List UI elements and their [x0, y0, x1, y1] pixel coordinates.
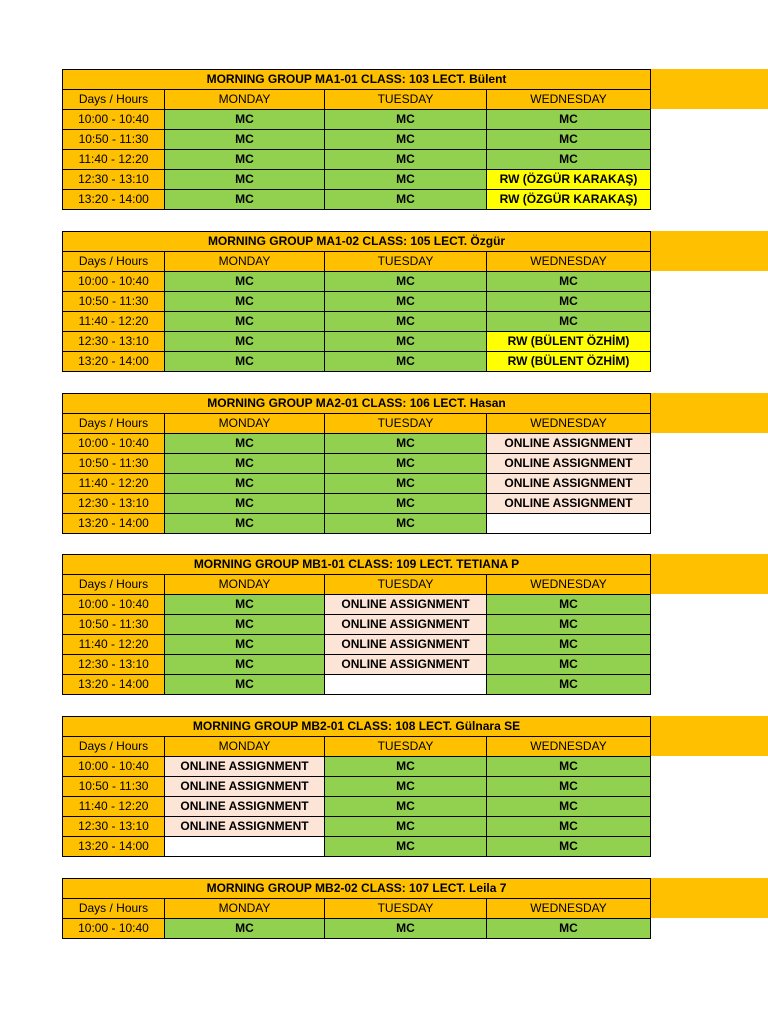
header-row [63, 737, 651, 757]
tuesday-cell: MC [325, 312, 487, 332]
wednesday-cell: ONLINE ASSIGNMENT [487, 454, 651, 474]
wednesday-cell: ONLINE ASSIGNMENT [487, 434, 651, 454]
monday-cell: MC [165, 454, 325, 474]
time-slot: 11:40 - 12:20 [63, 474, 165, 494]
wednesday-cell: MC [487, 655, 651, 675]
title-row [63, 879, 651, 899]
schedule-table [62, 231, 651, 372]
tuesday-cell: ONLINE ASSIGNMENT [325, 595, 487, 615]
tuesday-cell: MC [325, 817, 487, 837]
header-wednesday: WEDNESDAY [487, 252, 651, 272]
wednesday-cell: MC [487, 595, 651, 615]
monday-cell: MC [165, 292, 325, 312]
header-wednesday: WEDNESDAY [487, 414, 651, 434]
group-title: MORNING GROUP MB1-01 CLASS: 109 LECT. TETIANA P [63, 555, 651, 575]
wednesday-cell: MC [487, 635, 651, 655]
header-monday: MONDAY [165, 575, 325, 595]
monday-cell [165, 837, 325, 857]
table-row [63, 272, 651, 292]
tuesday-cell: MC [325, 837, 487, 857]
tuesday-cell: ONLINE ASSIGNMENT [325, 615, 487, 635]
time-slot: 10:00 - 10:40 [63, 110, 165, 130]
monday-cell: ONLINE ASSIGNMENT [165, 757, 325, 777]
tuesday-cell: MC [325, 292, 487, 312]
tuesday-cell: MC [325, 474, 487, 494]
wednesday-cell: MC [487, 615, 651, 635]
time-slot: 10:50 - 11:30 [63, 454, 165, 474]
tuesday-cell: MC [325, 454, 487, 474]
wednesday-cell: MC [487, 292, 651, 312]
wednesday-cell: RW (ÖZGÜR KARAKAŞ) [487, 170, 651, 190]
monday-cell: MC [165, 312, 325, 332]
tuesday-cell: MC [325, 919, 487, 939]
table-row [63, 454, 651, 474]
tuesday-cell: MC [325, 110, 487, 130]
time-slot: 13:20 - 14:00 [63, 190, 165, 210]
schedule-table [62, 878, 651, 939]
table-row [63, 655, 651, 675]
time-slot: 11:40 - 12:20 [63, 150, 165, 170]
table-row [63, 615, 651, 635]
tuesday-cell [325, 675, 487, 695]
schedule-table [62, 69, 651, 210]
monday-cell: ONLINE ASSIGNMENT [165, 777, 325, 797]
time-slot: 10:00 - 10:40 [63, 757, 165, 777]
time-slot: 13:20 - 14:00 [63, 514, 165, 534]
header-row [63, 575, 651, 595]
tuesday-cell: MC [325, 352, 487, 372]
time-slot: 10:50 - 11:30 [63, 130, 165, 150]
tuesday-cell: MC [325, 190, 487, 210]
monday-cell: MC [165, 635, 325, 655]
time-slot: 13:20 - 14:00 [63, 675, 165, 695]
table-row [63, 595, 651, 615]
title-row [63, 232, 651, 252]
time-slot: 13:20 - 14:00 [63, 352, 165, 372]
tuesday-cell: MC [325, 757, 487, 777]
header-days-hours: Days / Hours [63, 899, 165, 919]
header-tuesday: TUESDAY [325, 575, 487, 595]
wednesday-cell: MC [487, 675, 651, 695]
header-days-hours: Days / Hours [63, 90, 165, 110]
tuesday-cell: MC [325, 150, 487, 170]
header-wednesday: WEDNESDAY [487, 899, 651, 919]
title-bar-extension [650, 554, 768, 594]
time-slot: 10:00 - 10:40 [63, 434, 165, 454]
tuesday-cell: MC [325, 272, 487, 292]
header-row [63, 90, 651, 110]
monday-cell: ONLINE ASSIGNMENT [165, 797, 325, 817]
title-row [63, 555, 651, 575]
monday-cell: MC [165, 655, 325, 675]
header-tuesday: TUESDAY [325, 737, 487, 757]
time-slot: 11:40 - 12:20 [63, 312, 165, 332]
time-slot: 10:50 - 11:30 [63, 777, 165, 797]
table-row [63, 170, 651, 190]
monday-cell: MC [165, 170, 325, 190]
header-tuesday: TUESDAY [325, 252, 487, 272]
table-row [63, 817, 651, 837]
wednesday-cell: RW (BÜLENT ÖZHİM) [487, 332, 651, 352]
wednesday-cell: MC [487, 837, 651, 857]
time-slot: 12:30 - 13:10 [63, 332, 165, 352]
wednesday-cell [487, 514, 651, 534]
time-slot: 12:30 - 13:10 [63, 494, 165, 514]
monday-cell: MC [165, 434, 325, 454]
table-row [63, 514, 651, 534]
header-monday: MONDAY [165, 899, 325, 919]
header-tuesday: TUESDAY [325, 899, 487, 919]
table-row [63, 757, 651, 777]
header-days-hours: Days / Hours [63, 737, 165, 757]
title-bar-extension [650, 716, 768, 756]
title-row [63, 717, 651, 737]
time-slot: 12:30 - 13:10 [63, 655, 165, 675]
monday-cell: MC [165, 615, 325, 635]
title-row [63, 394, 651, 414]
group-title: MORNING GROUP MA1-01 CLASS: 103 LECT. Bülent [63, 70, 651, 90]
time-slot: 12:30 - 13:10 [63, 170, 165, 190]
monday-cell: MC [165, 919, 325, 939]
table-row [63, 474, 651, 494]
header-days-hours: Days / Hours [63, 414, 165, 434]
table-row [63, 190, 651, 210]
header-monday: MONDAY [165, 414, 325, 434]
header-wednesday: WEDNESDAY [487, 737, 651, 757]
tuesday-cell: ONLINE ASSIGNMENT [325, 655, 487, 675]
wednesday-cell: MC [487, 130, 651, 150]
schedule-table [62, 554, 651, 695]
time-slot: 10:00 - 10:40 [63, 595, 165, 615]
title-bar-extension [650, 69, 768, 109]
title-bar-extension [650, 878, 768, 918]
tuesday-cell: MC [325, 777, 487, 797]
header-row [63, 899, 651, 919]
wednesday-cell: MC [487, 797, 651, 817]
tuesday-cell: MC [325, 797, 487, 817]
tuesday-cell: MC [325, 434, 487, 454]
monday-cell: ONLINE ASSIGNMENT [165, 817, 325, 837]
wednesday-cell: MC [487, 919, 651, 939]
wednesday-cell: ONLINE ASSIGNMENT [487, 474, 651, 494]
wednesday-cell: RW (BÜLENT ÖZHİM) [487, 352, 651, 372]
monday-cell: MC [165, 675, 325, 695]
wednesday-cell: MC [487, 757, 651, 777]
time-slot: 10:50 - 11:30 [63, 615, 165, 635]
table-row [63, 919, 651, 939]
table-row [63, 352, 651, 372]
table-row [63, 837, 651, 857]
header-monday: MONDAY [165, 737, 325, 757]
table-row [63, 675, 651, 695]
header-wednesday: WEDNESDAY [487, 90, 651, 110]
monday-cell: MC [165, 272, 325, 292]
header-tuesday: TUESDAY [325, 414, 487, 434]
wednesday-cell: MC [487, 110, 651, 130]
wednesday-cell: ONLINE ASSIGNMENT [487, 494, 651, 514]
monday-cell: MC [165, 190, 325, 210]
header-monday: MONDAY [165, 90, 325, 110]
wednesday-cell: MC [487, 777, 651, 797]
header-days-hours: Days / Hours [63, 252, 165, 272]
monday-cell: MC [165, 595, 325, 615]
tuesday-cell: MC [325, 130, 487, 150]
table-row [63, 797, 651, 817]
title-bar-extension [650, 393, 768, 433]
monday-cell: MC [165, 332, 325, 352]
tuesday-cell: MC [325, 514, 487, 534]
table-row [63, 292, 651, 312]
time-slot: 10:50 - 11:30 [63, 292, 165, 312]
table-row [63, 332, 651, 352]
table-row [63, 635, 651, 655]
time-slot: 11:40 - 12:20 [63, 797, 165, 817]
monday-cell: MC [165, 514, 325, 534]
group-title: MORNING GROUP MB2-02 CLASS: 107 LECT. Leila 7 [63, 879, 651, 899]
group-title: MORNING GROUP MB2-01 CLASS: 108 LECT. Gülnara SE [63, 717, 651, 737]
table-row [63, 777, 651, 797]
wednesday-cell: MC [487, 817, 651, 837]
wednesday-cell: RW (ÖZGÜR KARAKAŞ) [487, 190, 651, 210]
time-slot: 10:00 - 10:40 [63, 272, 165, 292]
table-row [63, 150, 651, 170]
schedule-table [62, 716, 651, 857]
tuesday-cell: MC [325, 170, 487, 190]
time-slot: 12:30 - 13:10 [63, 817, 165, 837]
title-bar-extension [650, 231, 768, 271]
time-slot: 13:20 - 14:00 [63, 837, 165, 857]
header-row [63, 252, 651, 272]
schedule-table [62, 393, 651, 534]
table-row [63, 312, 651, 332]
wednesday-cell: MC [487, 272, 651, 292]
table-row [63, 494, 651, 514]
monday-cell: MC [165, 352, 325, 372]
header-tuesday: TUESDAY [325, 90, 487, 110]
monday-cell: MC [165, 474, 325, 494]
table-row [63, 110, 651, 130]
group-title: MORNING GROUP MA1-02 CLASS: 105 LECT. Özgür [63, 232, 651, 252]
monday-cell: MC [165, 110, 325, 130]
time-slot: 10:00 - 10:40 [63, 919, 165, 939]
wednesday-cell: MC [487, 312, 651, 332]
title-row [63, 70, 651, 90]
table-row [63, 434, 651, 454]
header-days-hours: Days / Hours [63, 575, 165, 595]
monday-cell: MC [165, 130, 325, 150]
monday-cell: MC [165, 494, 325, 514]
header-wednesday: WEDNESDAY [487, 575, 651, 595]
monday-cell: MC [165, 150, 325, 170]
tuesday-cell: ONLINE ASSIGNMENT [325, 635, 487, 655]
header-row [63, 414, 651, 434]
time-slot: 11:40 - 12:20 [63, 635, 165, 655]
header-monday: MONDAY [165, 252, 325, 272]
table-row [63, 130, 651, 150]
tuesday-cell: MC [325, 494, 487, 514]
wednesday-cell: MC [487, 150, 651, 170]
tuesday-cell: MC [325, 332, 487, 352]
group-title: MORNING GROUP MA2-01 CLASS: 106 LECT. Hasan [63, 394, 651, 414]
